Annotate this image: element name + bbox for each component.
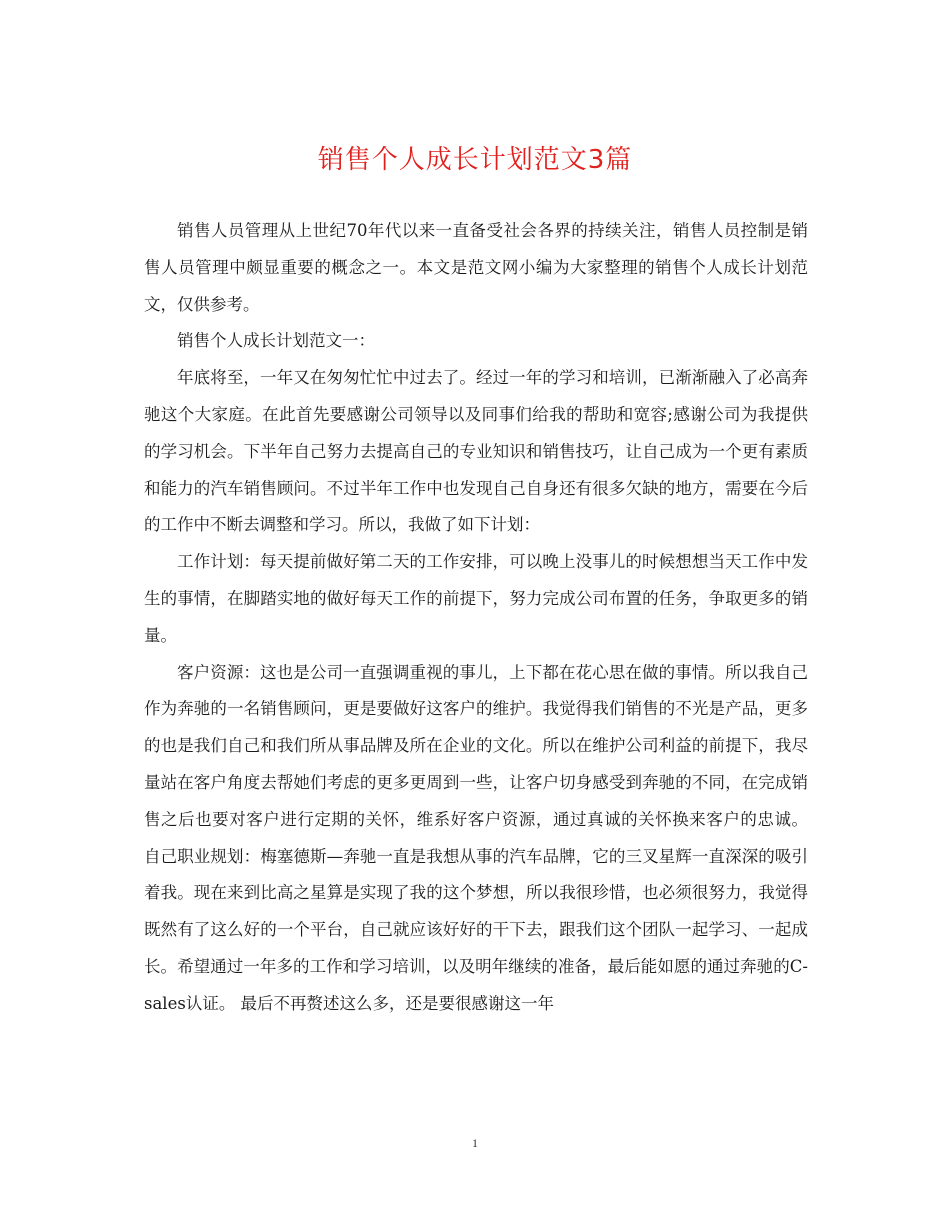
paragraph-section-heading: 销售个人成长计划范文一： (177, 331, 375, 351)
paragraph-work-plan: 工作计划：每天提前做好第二天的工作安排，可以晚上没事儿的时候想想当天工作中发生的事情，在脚踏实地的做好每天工作的前提下，努力完成公司布置的任务，争取更多的销量。 (144, 552, 808, 645)
page-number: 1 (472, 1136, 478, 1150)
paragraph-customer-resources: 客户资源：这也是公司一直强调重视的事儿，上下都在花心思在做的事情。所以我自己作为奔驰的一名销售顾问，更是要做好这客户的维护。我觉得我们销售的不光是产品，更多的也是我们自己和我们所从事品牌及所在企业的文化。所以在维护公司利益的前提下，我尽量站在客户角度去帮她们考虑的更多更周到一些，让客户切身感受到奔驰的不同，在完成销售之后也要对客户进行定期的关怀，维系好客户资源，通过真诚的关怀换来客户的忠诚。 自己职业规划：梅塞德斯—奔驰一直是我想从事的汽车品牌，它的三叉星辉一直深深的吸引着我。现在来到比高之星算是实现了我的这个梦想，所以我很珍惜，也必须很努力，我觉得既然有了这么好的一个平台，自己就应该好好的干下去，跟我们这个团队一起学习、一起成长。希望通过一年多的工作和学习培训，以及明年继续的准备，最后能如愿的通过奔驰的C-sales认证。 最后不再赘述这么多，还是要很感谢这一年 (144, 662, 808, 1013)
document-title: 销售个人成长计划范文3篇 (317, 145, 633, 175)
paragraph-year-end: 年底将至，一年又在匆匆忙忙中过去了。经过一年的学习和培训，已渐渐融入了必高奔驰这个大家庭。在此首先要感谢公司领导以及同事们给我的帮助和宽容;感谢公司为我提供的学习机会。下半年自己努力去提高自己的专业知识和销售技巧，让自己成为一个更有素质和能力的汽车销售顾问。不过半年工作中也发现自己自身还有很多欠缺的地方，需要在今后的工作中不断去调整和学习。所以，我做了如下计划： (144, 368, 808, 535)
document-body (144, 213, 808, 1023)
paragraph-intro: 销售人员管理从上世纪70年代以来一直备受社会各界的持续关注，销售人员控制是销售人员管理中颇显重要的概念之一。本文是范文网小编为大家整理的销售个人成长计划范文，仅供参考。 (144, 221, 808, 314)
